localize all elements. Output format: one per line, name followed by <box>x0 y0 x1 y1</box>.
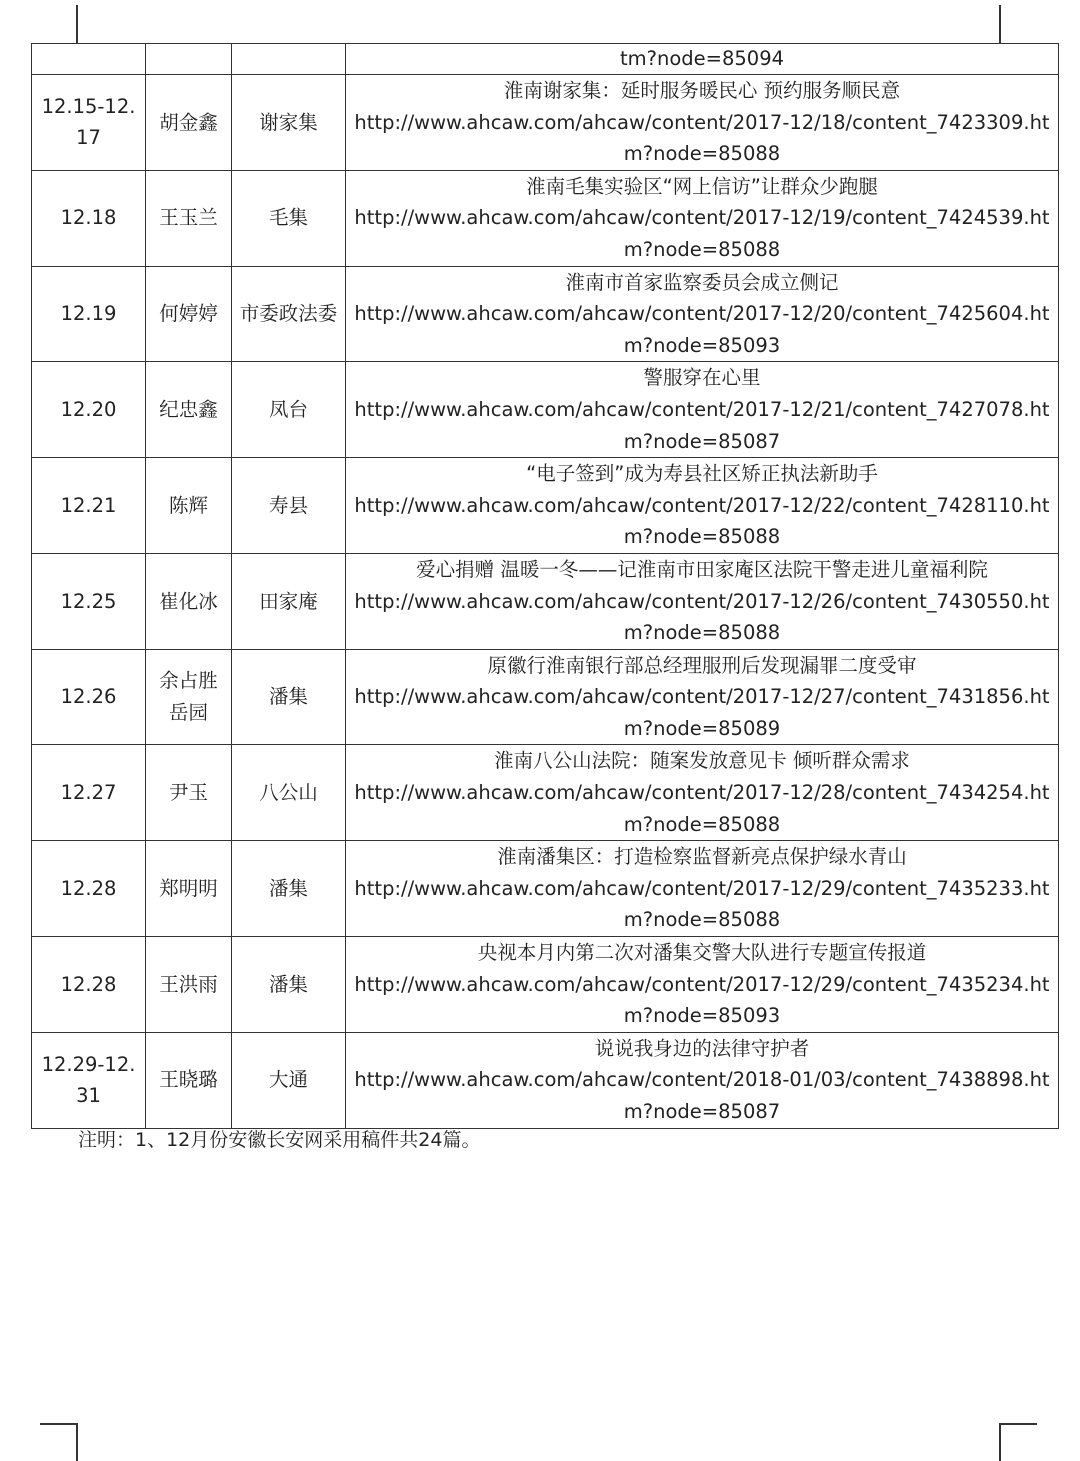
article-cell <box>346 458 1059 554</box>
article-cell <box>346 841 1059 937</box>
unit-cell <box>232 458 346 554</box>
author-cell <box>146 170 232 266</box>
date-text: 12.19 <box>60 302 117 326</box>
crop-mark-top-left-v <box>76 5 78 43</box>
crop-mark-top-right-v <box>999 5 1001 43</box>
author-text: 崔化冰 <box>159 589 218 613</box>
author-cell <box>146 44 232 75</box>
article-url[interactable]: http://www.ahcaw.com/ahcaw/content/2017-12/28/content_7434254.htm?node=85088 <box>354 781 1050 836</box>
date-cell <box>32 841 146 937</box>
articles-table <box>31 43 1059 1129</box>
table-row <box>32 362 1059 458</box>
article-title: 说说我身边的法律守护者 <box>594 1036 810 1060</box>
article-cell <box>346 362 1059 458</box>
date-cell <box>32 745 146 841</box>
unit-text: 市委政法委 <box>239 302 338 326</box>
article-title: 淮南谢家集：延时服务暖民心 预约服务顺民意 <box>503 79 901 102</box>
table-row <box>32 170 1059 266</box>
table-row-continued <box>32 44 1059 75</box>
crop-mark-bottom-left-h <box>40 1423 77 1425</box>
table-row <box>32 553 1059 649</box>
unit-text: 潘集 <box>268 972 308 996</box>
unit-cell <box>232 745 346 841</box>
article-url[interactable]: http://www.ahcaw.com/ahcaw/content/2017-12/27/content_7431856.htm?node=85089 <box>354 685 1050 740</box>
author-text: 王晓璐 <box>159 1068 218 1092</box>
author-text: 何婷婷 <box>159 302 218 326</box>
date-cell <box>32 458 146 554</box>
table-row <box>32 458 1059 554</box>
author-text: 余占胜岳园 <box>159 669 218 725</box>
unit-text: 八公山 <box>259 781 318 805</box>
date-cell <box>32 362 146 458</box>
author-cell <box>146 458 232 554</box>
unit-text: 大通 <box>268 1068 308 1092</box>
article-title: “电子签到”成为寿县社区矫正执法新助手 <box>526 462 878 486</box>
table-row <box>32 937 1059 1033</box>
article-title: 淮南毛集实验区“网上信访”让群众少跑腿 <box>526 174 878 198</box>
date-text: 12.18 <box>60 206 117 230</box>
date-cell <box>32 937 146 1033</box>
table-row <box>32 266 1059 362</box>
date-text: 12.15-12.17 <box>41 94 136 150</box>
author-cell <box>146 266 232 362</box>
author-text: 王玉兰 <box>159 206 218 230</box>
table-row <box>32 1032 1059 1128</box>
author-cell <box>146 75 232 171</box>
author-text: 王洪雨 <box>159 972 218 996</box>
unit-cell <box>232 170 346 266</box>
date-text: 12.28 <box>60 972 117 996</box>
unit-cell <box>232 75 346 171</box>
author-cell <box>146 1032 232 1128</box>
date-text: 12.28 <box>60 876 117 900</box>
article-cell <box>346 170 1059 266</box>
table-row <box>32 841 1059 937</box>
unit-cell <box>232 937 346 1033</box>
crop-mark-bottom-right-v <box>999 1423 1001 1461</box>
author-text: 纪忠鑫 <box>159 397 218 421</box>
article-cell <box>346 266 1059 362</box>
date-text: 12.27 <box>60 781 117 805</box>
table-row <box>32 745 1059 841</box>
unit-cell <box>232 841 346 937</box>
unit-cell <box>232 44 346 75</box>
article-title: 淮南市首家监察委员会成立侧记 <box>565 270 839 294</box>
date-cell <box>32 649 146 745</box>
article-url[interactable]: http://www.ahcaw.com/ahcaw/content/2017-12/29/content_7435234.htm?node=85093 <box>354 972 1050 1028</box>
date-cell <box>32 553 146 649</box>
date-text: 12.26 <box>60 685 117 709</box>
article-cell <box>346 44 1059 75</box>
date-cell <box>32 44 146 75</box>
unit-text: 毛集 <box>268 206 308 230</box>
unit-text: 田家庵 <box>259 589 318 613</box>
unit-text: 谢家集 <box>259 110 318 134</box>
table-row <box>32 75 1059 171</box>
article-url[interactable]: http://www.ahcaw.com/ahcaw/content/2017-12/19/content_7424539.htm?node=85088 <box>354 206 1050 261</box>
unit-text: 潘集 <box>268 876 308 900</box>
article-cell <box>346 553 1059 649</box>
author-cell <box>146 649 232 745</box>
author-text: 郑明明 <box>159 876 218 900</box>
article-url[interactable]: http://www.ahcaw.com/ahcaw/content/2017-12/21/content_7427078.htm?node=85087 <box>354 397 1050 453</box>
date-text: 12.21 <box>60 493 117 517</box>
article-url[interactable]: http://www.ahcaw.com/ahcaw/content/2017-12/18/content_7423309.htm?node=85088 <box>354 110 1050 166</box>
unit-cell <box>232 649 346 745</box>
date-cell <box>32 75 146 171</box>
date-text: 12.29-12.31 <box>41 1052 136 1108</box>
crop-mark-bottom-left-v <box>76 1423 78 1461</box>
author-cell <box>146 841 232 937</box>
unit-cell <box>232 266 346 362</box>
article-cell <box>346 1032 1059 1128</box>
article-title: 淮南潘集区：打造检察监督新亮点保护绿水青山 <box>497 845 907 869</box>
article-url[interactable]: http://www.ahcaw.com/ahcaw/content/2018-01/03/content_7438898.htm?node=85087 <box>354 1068 1050 1123</box>
article-url[interactable]: http://www.ahcaw.com/ahcaw/content/2017-12/29/content_7435233.htm?node=85088 <box>354 876 1050 932</box>
author-cell <box>146 937 232 1033</box>
date-cell <box>32 1032 146 1128</box>
date-cell <box>32 266 146 362</box>
footnote: 注明：1、12月份安徽长安网采用稿件共24篇。 <box>78 1129 481 1151</box>
article-title: 央视本月内第二次对潘集交警大队进行专题宣传报道 <box>477 941 927 965</box>
author-cell <box>146 362 232 458</box>
unit-text: 凤台 <box>268 397 308 421</box>
date-text: 12.25 <box>60 589 117 613</box>
author-cell <box>146 553 232 649</box>
author-text: 胡金鑫 <box>159 110 218 134</box>
date-cell <box>32 170 146 266</box>
article-url[interactable]: http://www.ahcaw.com/ahcaw/content/2017-12/20/content_7425604.htm?node=85093 <box>354 302 1050 357</box>
crop-mark-bottom-right-h <box>1000 1423 1037 1425</box>
article-cell <box>346 745 1059 841</box>
article-title: 淮南八公山法院：随案发放意见卡 倾听群众需求 <box>494 749 910 773</box>
unit-cell <box>232 1032 346 1128</box>
article-cell <box>346 75 1059 171</box>
article-title: 爱心捐赠 温暖一冬——记淮南市田家庵区法院干警走进儿童福利院 <box>416 557 988 581</box>
unit-text: 潘集 <box>268 685 308 709</box>
author-text: 陈辉 <box>168 493 208 517</box>
article-cell <box>346 937 1059 1033</box>
article-title: 警服穿在心里 <box>643 366 761 390</box>
article-url: tm?node=85094 <box>619 47 785 70</box>
article-title: 原徽行淮南银行部总经理服刑后发现漏罪二度受审 <box>487 653 917 677</box>
author-cell <box>146 745 232 841</box>
date-text: 12.20 <box>60 397 117 421</box>
author-text: 尹玉 <box>168 781 208 805</box>
article-url[interactable]: http://www.ahcaw.com/ahcaw/content/2017-12/26/content_7430550.htm?node=85088 <box>354 589 1050 645</box>
unit-cell <box>232 362 346 458</box>
table-row <box>32 649 1059 745</box>
article-cell <box>346 649 1059 745</box>
article-url[interactable]: http://www.ahcaw.com/ahcaw/content/2017-12/22/content_7428110.htm?node=85088 <box>354 493 1050 549</box>
unit-cell <box>232 553 346 649</box>
unit-text: 寿县 <box>268 493 308 517</box>
